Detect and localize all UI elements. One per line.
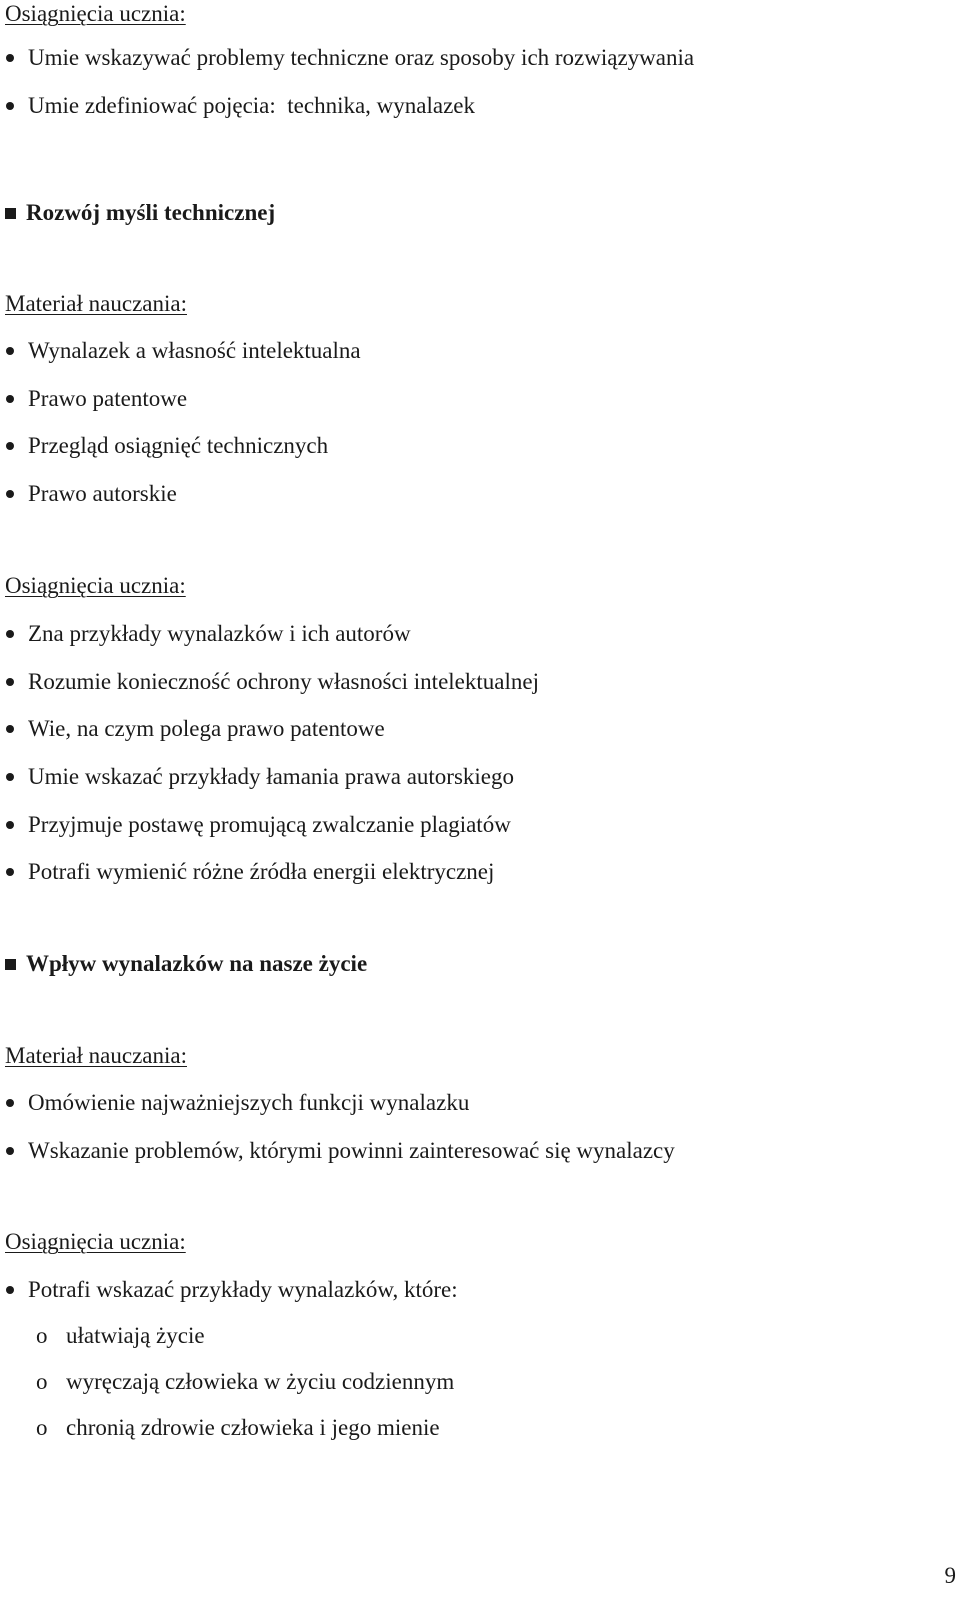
achievements-caption: Osiągnięcia ucznia: [5,573,186,598]
square-bullet-icon [5,959,16,970]
list-item: Zna przykłady wynalazków i ich autorów [6,620,411,648]
section-heading: Rozwój myśli technicznej [5,199,275,227]
bullet-icon [6,102,14,110]
list-item: Wskazanie problemów, którymi powinni zainteresować się wynalazcy [6,1137,675,1165]
list-item: Przegląd osiągnięć technicznych [6,432,328,460]
circle-bullet-icon: o [36,1415,48,1440]
bullet-icon [6,54,14,62]
bullet-icon [6,725,14,733]
square-bullet-icon [5,208,16,219]
sub-list-item: o wyręczają człowieka w życiu codziennym [36,1369,455,1394]
list-item: Umie zdefiniować pojęcia: technika, wynalazek [6,92,475,120]
bullet-icon [6,1099,14,1107]
bullet-icon [6,821,14,829]
list-item: Umie wskazać przykłady łamania prawa autorskiego [6,763,514,791]
bullet-icon [6,490,14,498]
list-item: Omówienie najważniejszych funkcji wynalazku [6,1089,469,1117]
circle-bullet-icon: o [36,1369,48,1394]
achievements-caption: Osiągnięcia ucznia: [5,1,186,26]
bullet-icon [6,1147,14,1155]
material-caption: Materiał nauczania: [5,291,187,316]
page-number: 9 [944,1563,956,1588]
list-item: Potrafi wymienić różne źródła energii elektrycznej [6,858,494,886]
bullet-icon [6,678,14,686]
sub-list-item: o ułatwiają życie [36,1323,205,1348]
material-caption: Materiał nauczania: [5,1043,187,1068]
list-item: Potrafi wskazać przykłady wynalazków, które: [6,1276,458,1304]
list-item: Prawo autorskie [6,480,177,508]
list-item: Przyjmuje postawę promującą zwalczanie plagiatów [6,811,511,839]
bullet-icon [6,347,14,355]
bullet-icon [6,773,14,781]
achievements-caption: Osiągnięcia ucznia: [5,1229,186,1254]
sub-list-item: o chronią zdrowie człowieka i jego mienie [36,1415,440,1440]
bullet-icon [6,868,14,876]
bullet-icon [6,630,14,638]
list-item: Umie wskazywać problemy techniczne oraz sposoby ich rozwiązywania [6,44,694,72]
section-heading: Wpływ wynalazków na nasze życie [5,950,367,978]
bullet-icon [6,442,14,450]
bullet-icon [6,395,14,403]
list-item: Wie, na czym polega prawo patentowe [6,715,385,743]
list-item: Wynalazek a własność intelektualna [6,337,361,365]
circle-bullet-icon: o [36,1323,48,1348]
list-item: Rozumie konieczność ochrony własności intelektualnej [6,668,539,696]
bullet-icon [6,1286,14,1294]
list-item: Prawo patentowe [6,385,187,413]
